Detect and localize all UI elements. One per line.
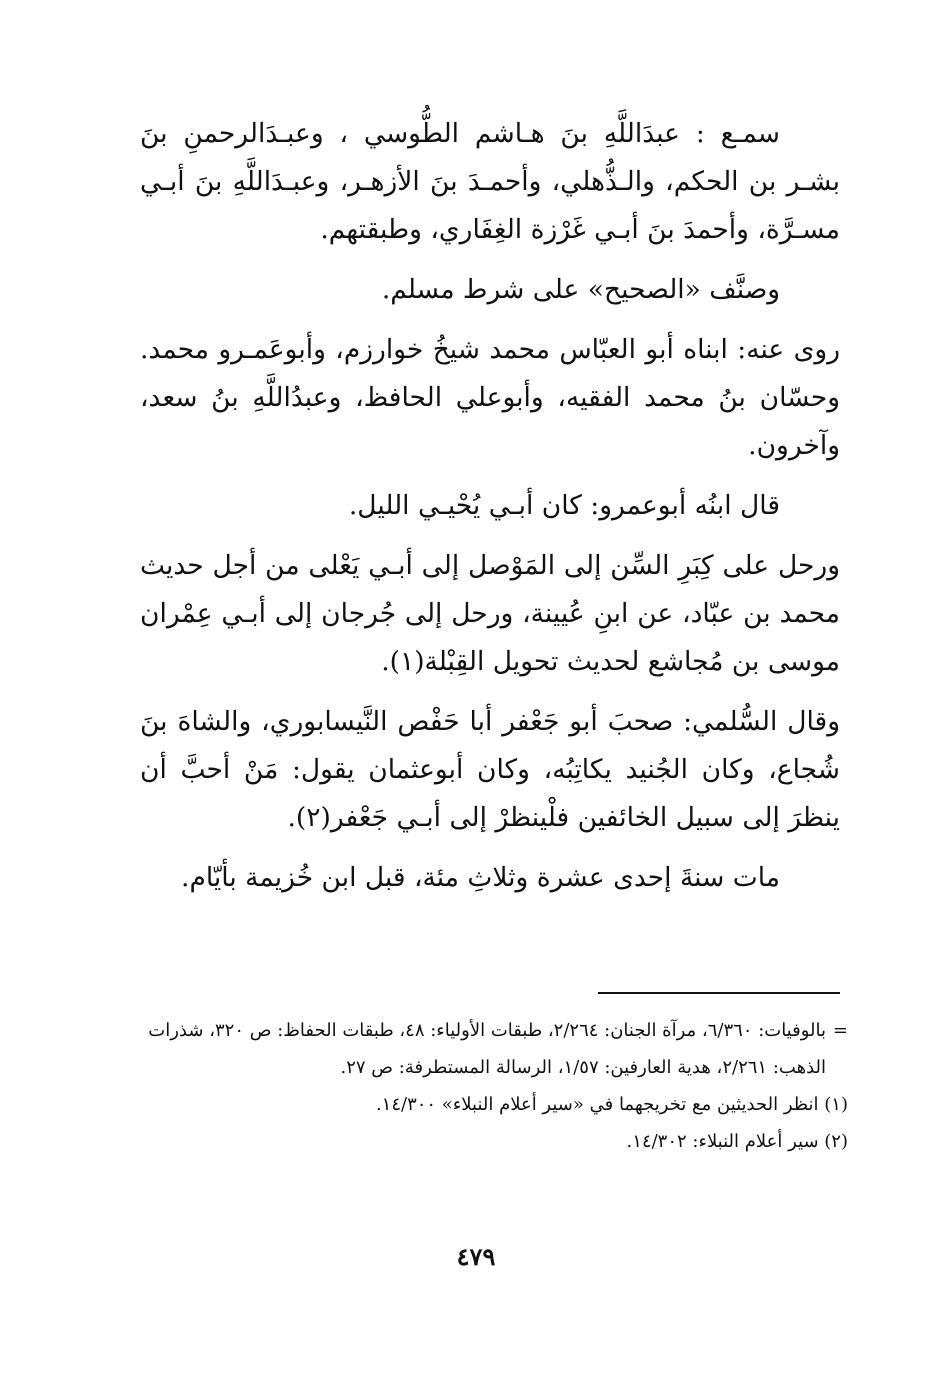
footnote-separator — [598, 992, 840, 994]
paragraph-son-quote: قال ابنُه أبوعمرو: كان أبـي يُحْيـي الليل. — [348, 490, 780, 521]
paragraph-travel: ورحل على كِبَرِ السِّن إلى المَوْصل إلى أبـي يَعْلى من أجل حديث محمد بن عبّاد، عن ابنِ عُيينة، ورحل إلى جُرجان إلى أبـي عِمْران موسى بن مُجاشع لحديث تحويل القِبْلة(١). — [140, 550, 840, 677]
continuation-marker: = — [832, 1020, 848, 1041]
continuation-text: بالوفيات: ٦/٣٦٠، مرآة الجنان: ٢/٢٦٤، طبقات الأولياء: ٤٨، طبقات الحفاظ: ص ٣٢٠، شذرات الذهب: ٢/٢٦١، هدية العارفين: ١/٥٧، الرسالة المستطرفة: ص ٢٧. — [148, 1020, 826, 1078]
footnote-1: (١) انظر الحديثين مع تخريجهما في «سير أعلام النبلاء» ١٤/٣٠٠. — [375, 1094, 848, 1115]
paragraph-sulami: وقال السُّلمي: صحبَ أبو جَعْفر أبا حَفْص النَّيسابوري، والشاهَ بنَ شُجاع، وكان الجُنيد يكاتِبُه، وكان أبوعثمان يقول: مَنْ أحبَّ أن ينظرَ إلى سبيل الخائفين فلْينظرْ إلى أبـي جَعْفر(٢). — [140, 706, 840, 833]
main-text — [140, 110, 840, 902]
page-number: ٤٧٩ — [456, 1242, 496, 1271]
footnote-continuation — [126, 1012, 848, 1086]
paragraph-teachers: سمـع : عبدَاللَّهِ بنَ هـاشم الطُّوسي ، وعبـدَالرحمنِ بنَ بشـر بن الحكم، والـذُّهلي، وأحمـدَ بنَ الأزهـر، وعبـدَاللَّهِ بنَ أبـي مسـرَّة، وأحمدَ بنَ أبـي غَرْزة الغِفَاري، وطبقتهم. — [140, 118, 840, 245]
paragraph-sahih: وصنَّف «الصحيح» على شرط مسلم. — [381, 274, 780, 305]
footnotes — [126, 1012, 848, 1160]
footnote-2: (٢) سير أعلام النبلاء: ١٤/٣٠٢. — [626, 1131, 848, 1152]
paragraph-death: مات سنةَ إحدى عشرة وثلاثِ مئة، قبل ابن خُزيمة بأيّام. — [181, 862, 780, 893]
paragraph-narrators: روى عنه: ابناه أبو العبّاس محمد شيخُ خوارزم، وأبوعَمـرو محمد. وحسّان بنُ محمد الفقيه، وأبوعلي الحافظ، وعبدُاللَّهِ بنُ سعد، وآخرون. — [140, 334, 840, 461]
